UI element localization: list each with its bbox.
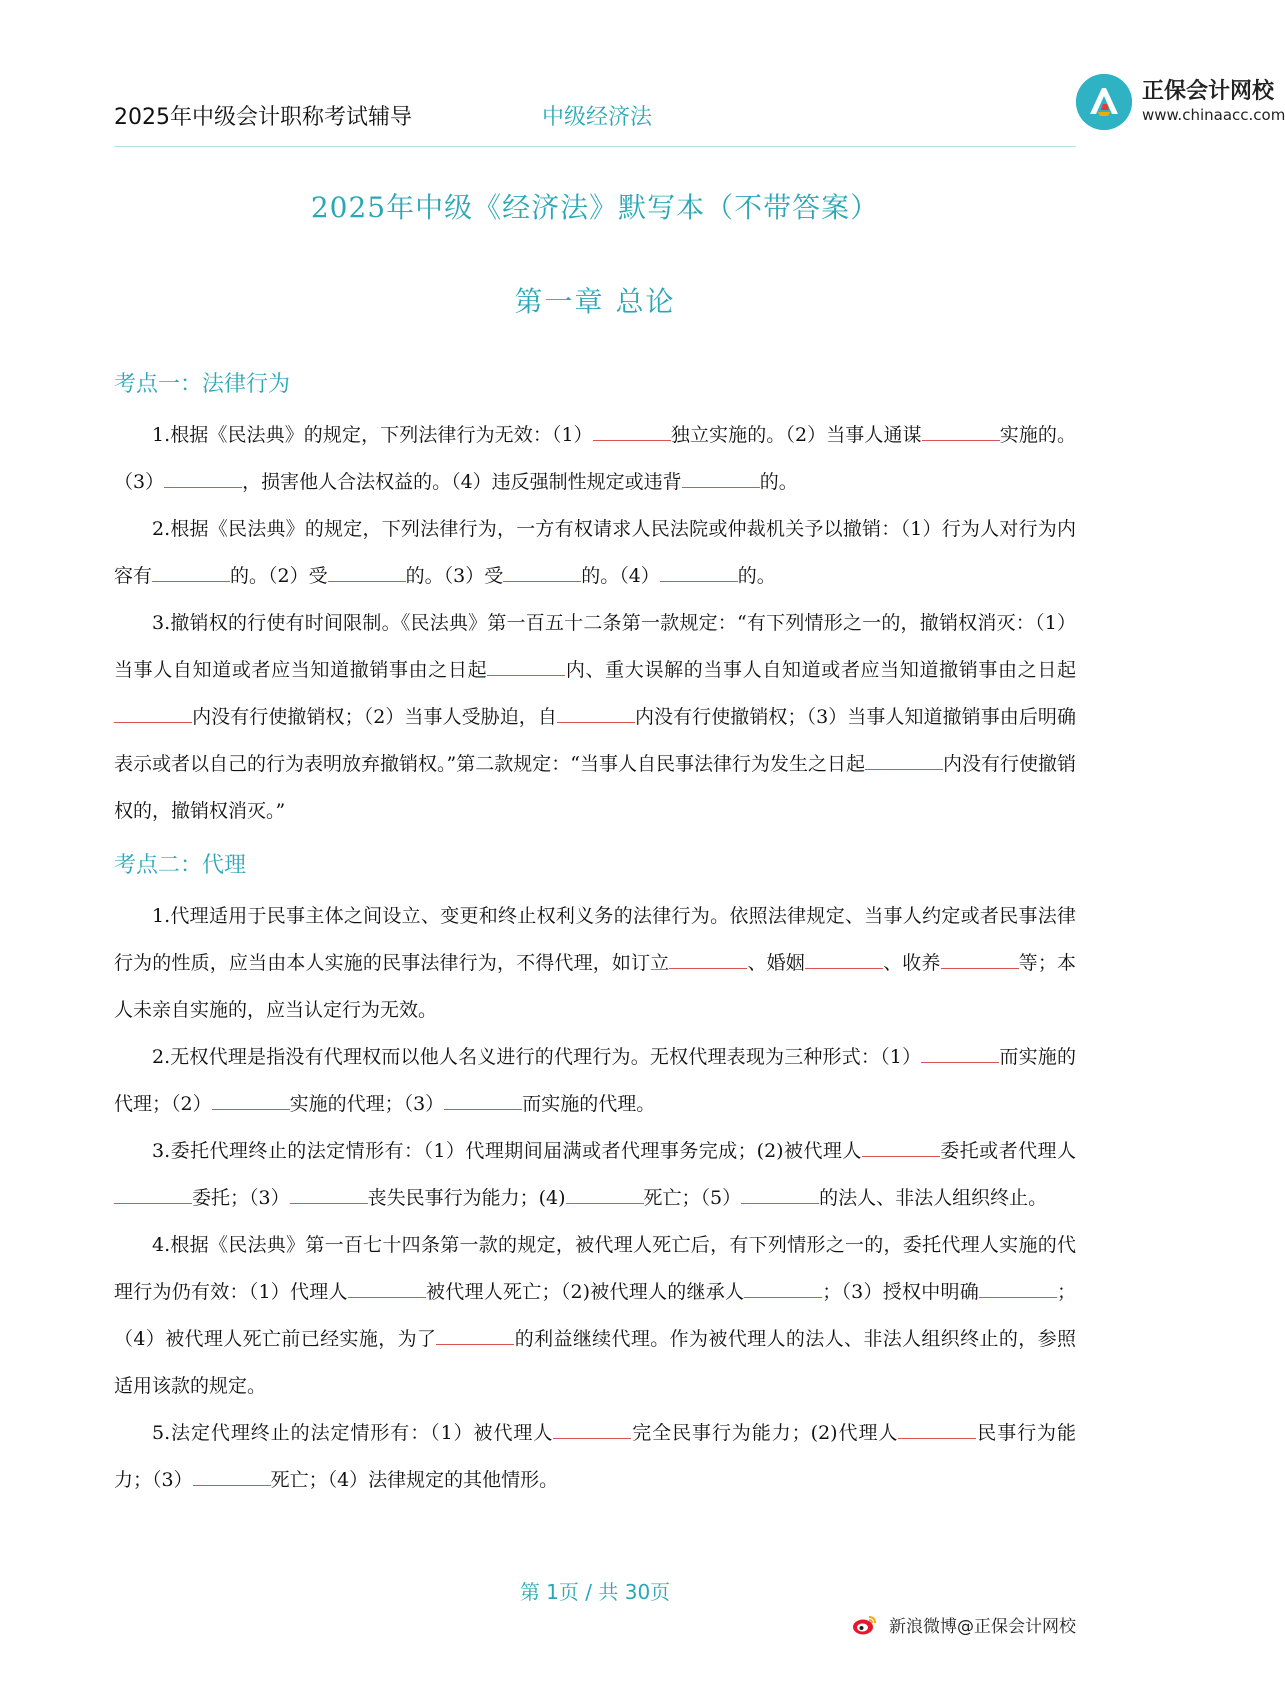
weibo-text: 新浪微博@正保会计网校 xyxy=(889,1617,1076,1637)
logo-url: www.chinaacc.com xyxy=(1142,106,1285,124)
header-subject: 中级经济法 xyxy=(542,105,653,130)
fill-blank xyxy=(921,1044,999,1063)
fill-blank xyxy=(941,950,1019,969)
fill-blank xyxy=(487,657,565,676)
fill-blank xyxy=(566,1185,644,1204)
page-number: 第 1页 / 共 30页 xyxy=(519,1580,671,1604)
fill-blank xyxy=(503,563,581,582)
fill-blank xyxy=(348,1279,426,1298)
fill-blank xyxy=(669,950,747,969)
fill-blank xyxy=(805,950,883,969)
question-paragraph: 2.无权代理是指没有代理权而以他人名义进行的代理行为。无权代理表现为三种形式：（1） 而实施的代理；（2） 实施的代理；（3） 而实施的代理。 xyxy=(114,1046,1076,1115)
main-content xyxy=(114,368,1076,1504)
fill-blank xyxy=(682,469,760,488)
fill-blank xyxy=(553,1420,631,1439)
fill-blank xyxy=(436,1326,514,1345)
fill-blank xyxy=(114,1185,192,1204)
fill-blank xyxy=(557,704,635,723)
fill-blank xyxy=(290,1185,368,1204)
chapter-title: 第一章 总论 xyxy=(514,285,676,318)
question-paragraph: 3.撤销权的行使有时间限制。《民法典》第一百五十二条第一款规定：“有下列情形之一的，撤销权消灭：（1）当事人自知道或者应当知道撤销事由之日起 内、重大误解的当事人自知道或者应当知道撤销事由之日起内没有行使撤销权；（2）当事人受胁迫，自 内没有行使撤销权；（3）当事人知道撤销事由后明确表示或者以自己的行为表明放弃撤销权。”第二款规定：“当事人自民事法律行为发生之日起 内没有行使撤销权的，撤销权消灭。” xyxy=(114,612,1076,822)
question-paragraph: 4.根据《民法典》第一百七十四条第一款的规定，被代理人死亡后，有下列情形之一的，委托代理人实施的代理行为仍有效：（1）代理人 被代理人死亡；（2)被代理人的继承人 ；（3）授权中明确 ；（4）被代理人死亡前已经实施，为了 的利益继续代理。作为被代理人的法人、非法人组织终止的，参照适用该款的规定。 xyxy=(114,1234,1076,1397)
fill-blank xyxy=(444,1091,522,1110)
fill-blank xyxy=(660,563,738,582)
fill-blank xyxy=(862,1138,940,1157)
header-divider xyxy=(114,146,1076,147)
fill-blank xyxy=(593,422,671,441)
section-title: 考点一：法律行为 xyxy=(114,372,291,397)
fill-blank xyxy=(193,1467,271,1486)
header-course-title: 2025年中级会计职称考试辅导 xyxy=(114,105,412,130)
question-paragraph: 1.代理适用于民事主体之间设立、变更和终止权利义务的法律行为。依照法律规定、当事人约定或者民事法律行为的性质，应当由本人实施的民事法律行为，不得代理，如订立 、婚姻 、收养 等；本人未亲自实施的，应当认定行为无效。 xyxy=(114,905,1076,1021)
fill-blank xyxy=(865,751,943,770)
fill-blank xyxy=(744,1279,822,1298)
fill-blank xyxy=(152,563,230,582)
question-paragraph: 2.根据《民法典》的规定，下列法律行为，一方有权请求人民法院或仲裁机关予以撤销：（1）行为人对行为内容有 的。（2）受 的。（3）受 的。（4） 的。 xyxy=(114,518,1076,587)
section-title: 考点二：代理 xyxy=(114,853,247,878)
question-paragraph: 1.根据《民法典》的规定，下列法律行为无效：（1） 独立实施的。（2）当事人通谋 实施的。（3） ，损害他人合法权益的。（4）违反强制性规定或违背 的。 xyxy=(114,424,1076,493)
document-title: 2025年中级《经济法》默写本（不带答案） xyxy=(310,191,880,224)
fill-blank xyxy=(114,704,192,723)
fill-blank xyxy=(164,469,242,488)
fill-blank xyxy=(212,1091,290,1110)
fill-blank xyxy=(922,422,1000,441)
question-paragraph: 5.法定代理终止的法定情形有：（1）被代理人 完全民事行为能力；(2)代理人 民事行为能力；（3） 死亡；（4）法律规定的其他情形。 xyxy=(114,1422,1076,1491)
fill-blank xyxy=(328,563,406,582)
weibo-credit xyxy=(852,1612,1076,1638)
weibo-icon xyxy=(852,1614,878,1636)
fill-blank xyxy=(741,1185,819,1204)
logo-emblem-icon xyxy=(1076,74,1132,130)
page-header xyxy=(114,70,1285,146)
fill-blank xyxy=(979,1279,1057,1298)
fill-blank xyxy=(898,1420,976,1439)
question-paragraph: 3.委托代理终止的法定情形有：（1）代理期间届满或者代理事务完成；(2)被代理人 委托或者代理人委托；（3） 丧失民事行为能力；(4) 死亡；（5） 的法人、非法人组织终止。 xyxy=(114,1128,1076,1222)
logo-name: 正保会计网校 xyxy=(1142,79,1275,104)
